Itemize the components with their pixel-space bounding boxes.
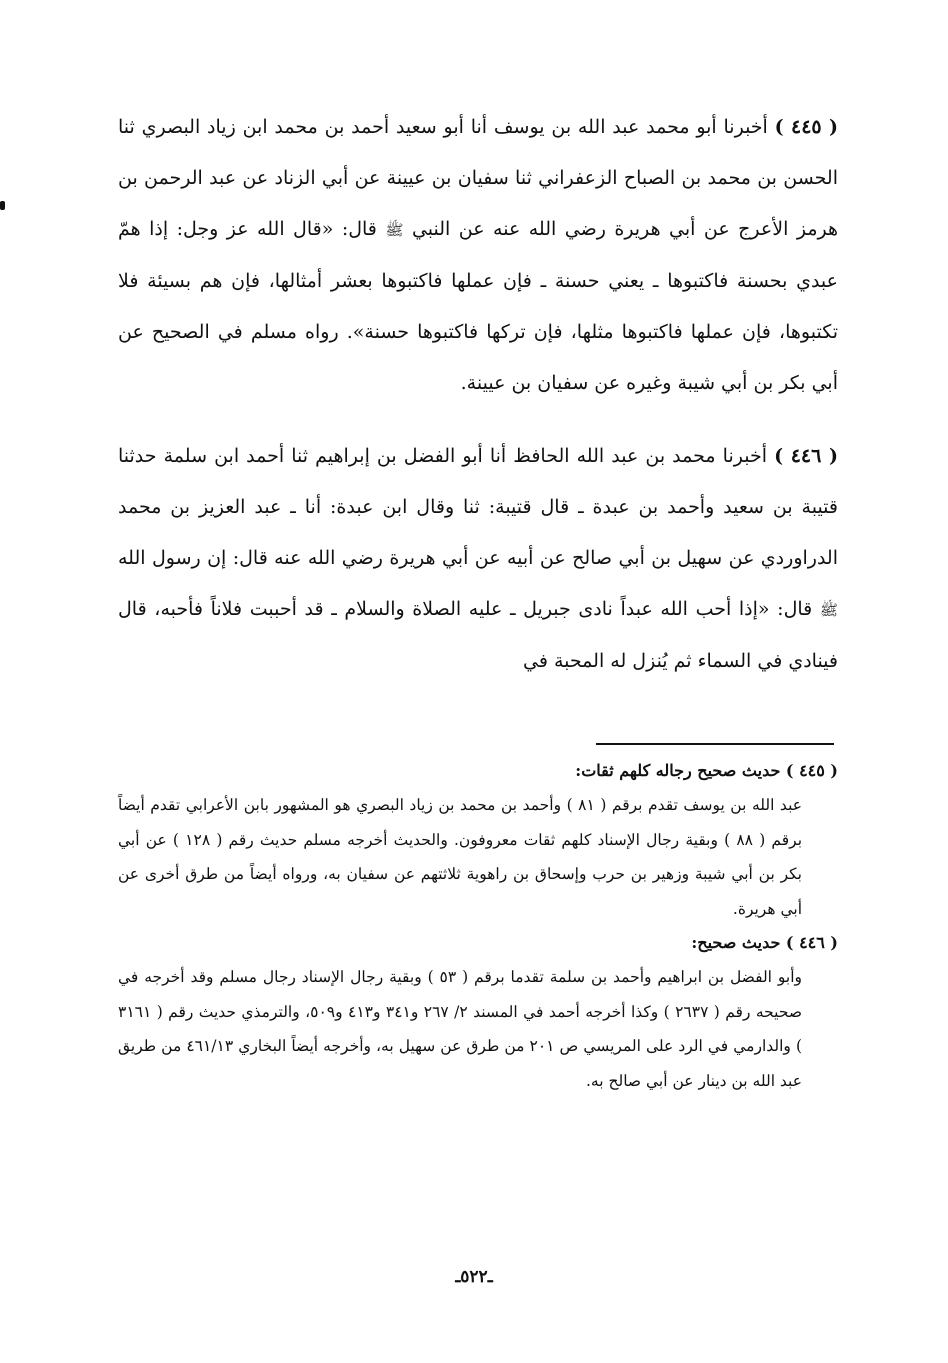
hadith-446 xyxy=(118,431,838,687)
hadith-445-text: أخبرنا أبو محمد عبد الله بن يوسف أنا أبو سعيد أحمد بن محمد ابن زياد البصري ثنا الحسن بن محمد بن الصباح الزعفراني ثنا سفيان بن عيينة عن أبي الزناد عن عبد الرحمن بن هرمز الأعرج عن أبي هريرة رضي الله عنه عن النبي xyxy=(118,116,838,240)
salla-symbol: ﷺ xyxy=(385,221,404,239)
scan-mark xyxy=(0,201,5,210)
salla-symbol: ﷺ xyxy=(819,601,838,619)
hadith-446-text-continued: قال: «إذا أحب الله عبداً نادى جبريل ـ عليه الصلاة والسلام ـ قد أحببت فلاناً فأحبه، قال فينادي في السماء ثم يُنزل له المحبة في xyxy=(118,598,838,672)
footnotes xyxy=(118,754,838,1098)
hadith-445-text-continued: قال: «قال الله عز وجل: إذا همّ عبدي بحسنة فاكتبوها ـ يعني حسنة ـ فإن عملها فاكتبوها بعشر أمثالها، فإن هم بسيئة فلا تكتبوها، فإن عملها فاكتبوها مثلها، فإن تركها فاكتبوها حسنة». رواه مسلم في الصحيح عن أبي بكر بن أبي شيبة وغيره عن سفيان بن عيينة. xyxy=(118,218,838,394)
hadith-number-446: ( ٤٤٦ ) xyxy=(774,445,838,467)
hadith-446-text: أخبرنا محمد بن عبد الله الحافظ أنا أبو الفضل بن إبراهيم ثنا أحمد ابن سلمة حدثنا قتيبة بن سعيد وأحمد بن عبدة ـ قال قتيبة: ثنا وقال ابن عبدة: أنا ـ عبد العزيز بن محمد الدراوردي عن سهيل بن أبي صالح عن أبيه عن أبي هريرة رضي الله عنه قال: إن رسول الله xyxy=(118,445,838,569)
hadith-number-445: ( ٤٤٥ ) xyxy=(774,116,839,138)
page-number: ـ٥٢٢ـ xyxy=(455,1267,493,1287)
footnote-separator xyxy=(596,743,834,745)
footnote-446-body: وأبو الفضل بن ابراهيم وأحمد بن سلمة تقدما برقم ( ٥٣ ) وبقية رجال الإسناد رجال مسلم وقد أخرجه في صحيحه رقم ( ٢٦٣٧ ) وكذا أخرجه أحمد في المسند ٢/ ٢٦٧ و٣٤١ و٤١٣ و٥٠٩، والترمذي حديث رقم ( ٣١٦١ ) والدارمي في الرد على المريسي ص ٢٠١ من طرق عن سهيل به، وأخرجه أيضاً البخاري ٤٦١/١٣ من طريق عبد الله بن دينار عن أبي صالح به. xyxy=(118,968,803,1090)
main-text xyxy=(118,102,838,687)
footnote-445-body: عبد الله بن يوسف تقدم برقم ( ٨١ ) وأحمد بن محمد بن زياد البصري هو المشهور بابن الأعرابي تقدم أيضاً برقم ( ٨٨ ) وبقية رجال الإسناد كلهم ثقات معروفون. والحديث أخرجه مسلم حديث رقم ( ١٢٨ ) عن أبي بكر بن أبي شيبة وزهير بن حرب وإسحاق بن راهوية ثلاثتهم عن سفيان به، ورواه أيضاً من طرق أخرى عن أبي هريرة. xyxy=(118,796,803,918)
footnote-446-heading: ( ٤٤٦ ) حديث صحيح: xyxy=(691,933,838,952)
footnote-445-heading: ( ٤٤٥ ) حديث صحيح رجاله كلهم ثقات: xyxy=(575,761,838,780)
hadith-445 xyxy=(118,102,838,409)
